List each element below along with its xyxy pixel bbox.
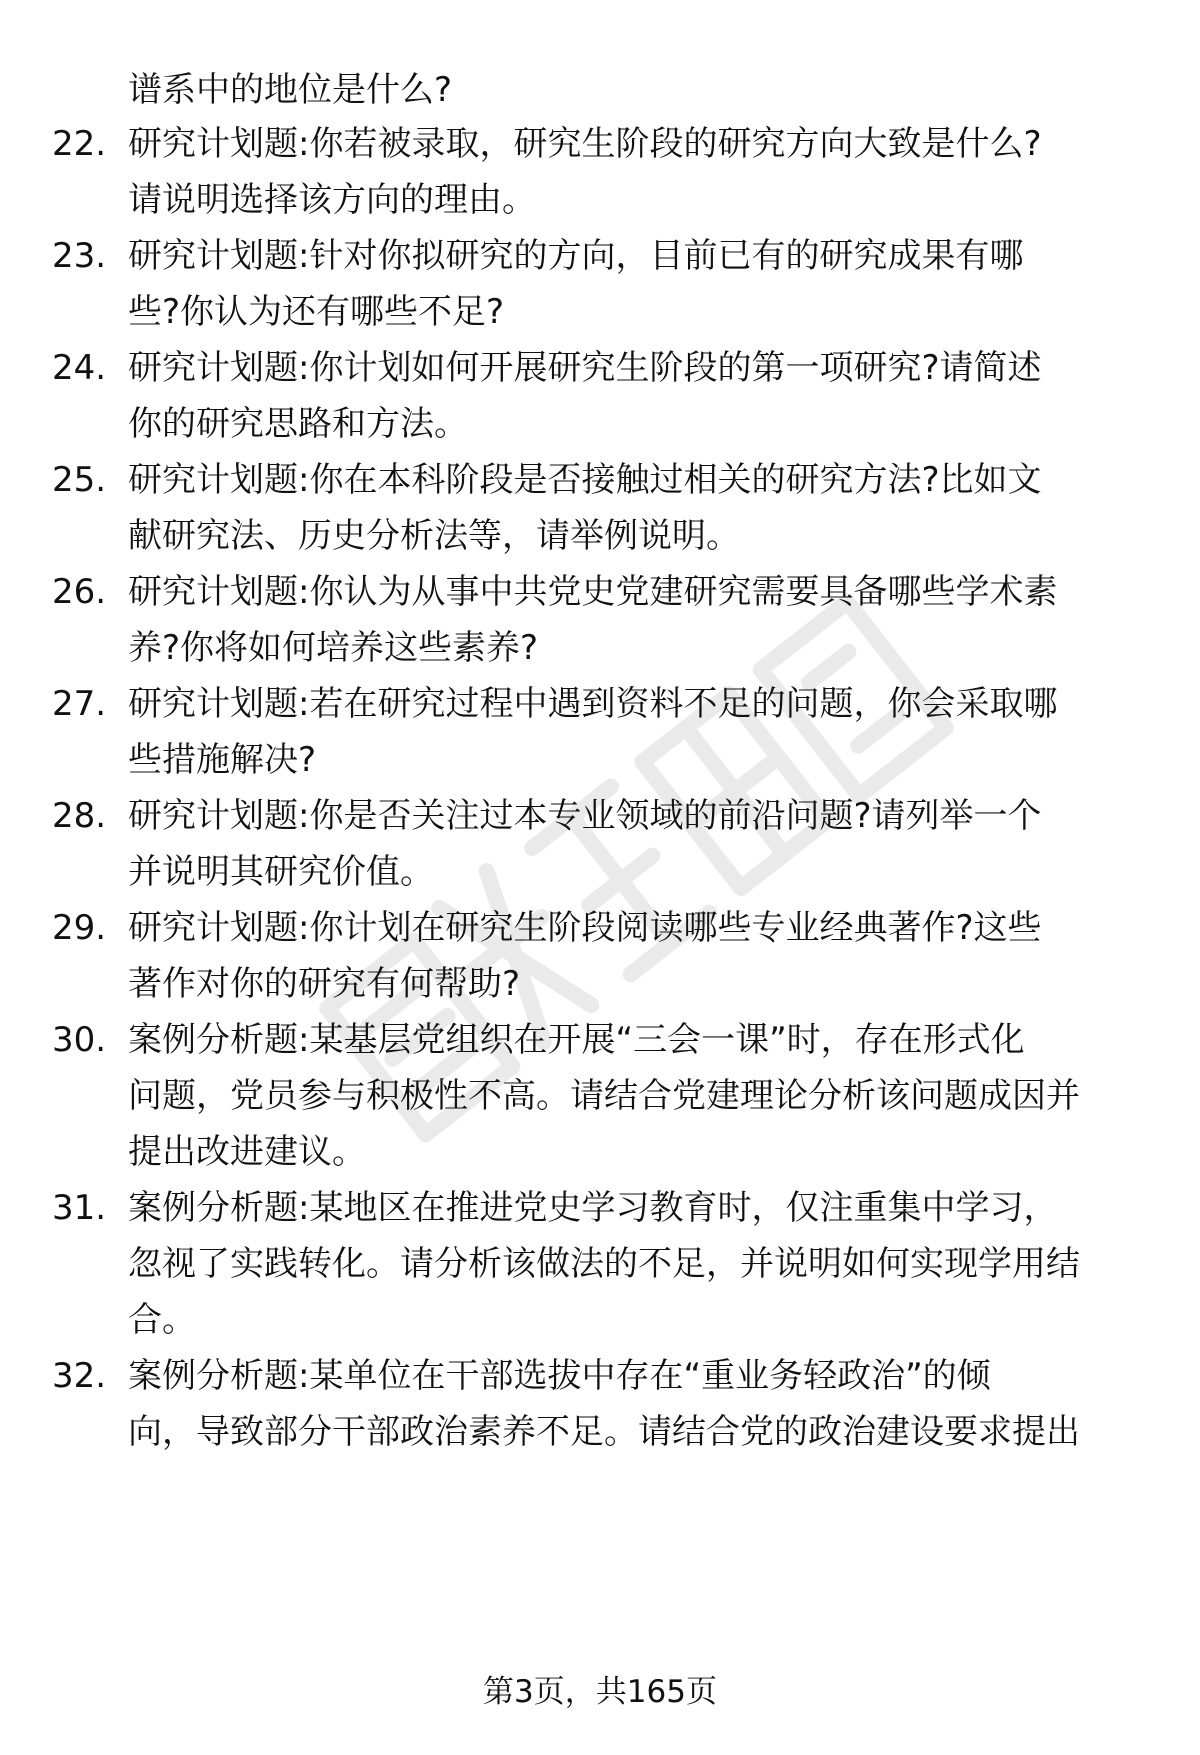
question-text-line: 研究计划题:你计划在研究生阶段阅读哪些专业经典著作?这些 [128, 908, 1042, 948]
question-text [128, 900, 1138, 1012]
question-text-line: 些?你认为还有哪些不足? [128, 292, 505, 332]
question-text-line: 养?你将如何培养这些素养? [128, 628, 539, 668]
question-text [128, 1012, 1138, 1180]
question-number: 26. [52, 572, 107, 612]
question-text-line: 研究计划题:你若被录取，研究生阶段的研究方向大致是什么? [128, 124, 1042, 164]
question-number: 32. [52, 1356, 107, 1396]
question-text [128, 564, 1138, 676]
question-text-line: 提出改进建议。 [128, 1132, 366, 1172]
question-text-line: 并说明其研究价值。 [128, 852, 434, 892]
question-text-line: 研究计划题:你计划如何开展研究生阶段的第一项研究?请简述 [128, 348, 1042, 388]
question-text-line: 请说明选择该方向的理由。 [128, 180, 536, 220]
question-text-line: 研究计划题:你是否关注过本专业领域的前沿问题?请列举一个 [128, 796, 1042, 836]
question-number: 30. [52, 1020, 107, 1060]
question-number: 23. [52, 236, 107, 276]
question-text-line: 案例分析题:某单位在干部选拔中存在“重业务轻政治”的倾 [128, 1356, 991, 1396]
question-text-line: 著作对你的研究有何帮助? [128, 964, 521, 1004]
question-number: 24. [52, 348, 107, 388]
question-text [128, 1348, 1138, 1460]
question-text-line: 献研究法、历史分析法等，请举例说明。 [128, 516, 740, 556]
continuation-line: 谱系中的地位是什么? [128, 70, 453, 110]
question-text-line: 研究计划题:若在研究过程中遇到资料不足的问题，你会采取哪 [128, 684, 1058, 724]
question-number: 22. [52, 124, 107, 164]
question-text [128, 340, 1138, 452]
question-text-line: 研究计划题:你认为从事中共党史党建研究需要具备哪些学术素 [128, 572, 1058, 612]
question-text [128, 116, 1138, 228]
question-number: 25. [52, 460, 107, 500]
question-text-line: 问题，党员参与积极性不高。请结合党建理论分析该问题成因并 [128, 1076, 1080, 1116]
question-text-line: 案例分析题:某地区在推进党史学习教育时，仅注重集中学习， [128, 1188, 1058, 1228]
question-text [128, 228, 1138, 340]
page-footer: 第3页，共165页 [483, 1674, 717, 1710]
question-text [128, 1180, 1138, 1348]
question-text-line: 些措施解决? [128, 740, 317, 780]
question-text-line: 研究计划题:你在本科阶段是否接触过相关的研究方法?比如文 [128, 460, 1042, 500]
question-text-line: 忽视了实践转化。请分析该做法的不足，并说明如何实现学用结 [128, 1244, 1080, 1284]
question-text [128, 788, 1138, 900]
question-text [128, 452, 1138, 564]
question-text-line: 案例分析题:某基层党组织在开展“三会一课”时，存在形式化 [128, 1020, 1025, 1060]
question-number: 28. [52, 796, 107, 836]
question-text-line: 研究计划题:针对你拟研究的方向，目前已有的研究成果有哪 [128, 236, 1024, 276]
question-number: 27. [52, 684, 107, 724]
question-text [128, 676, 1138, 788]
question-text-line: 向，导致部分干部政治素养不足。请结合党的政治建设要求提出 [128, 1412, 1080, 1452]
question-text-line: 你的研究思路和方法。 [128, 404, 468, 444]
question-number: 29. [52, 908, 107, 948]
question-number: 31. [52, 1188, 107, 1228]
question-text-line: 合。 [128, 1300, 196, 1340]
